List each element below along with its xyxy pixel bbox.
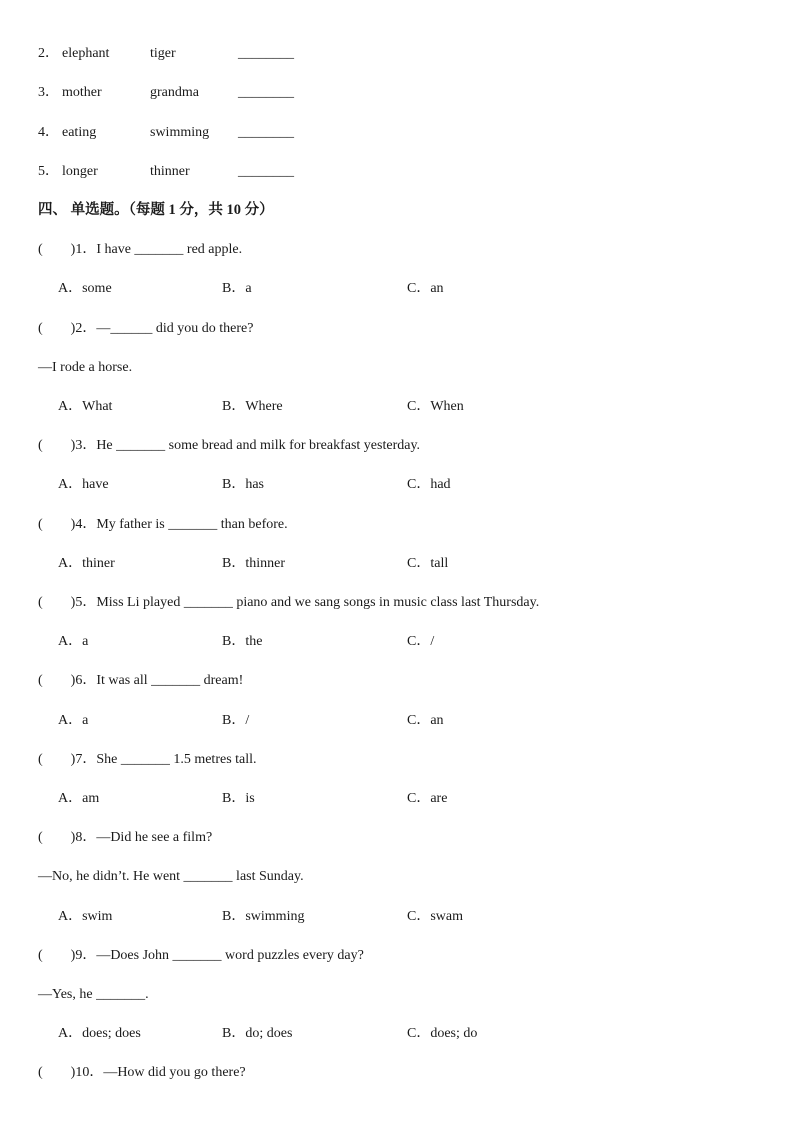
option-a: A．swim (58, 909, 113, 924)
matching-row (38, 124, 59, 142)
option-a: A．does; does (58, 1026, 141, 1041)
option-a: A．a (58, 713, 89, 728)
option-b: B．the (222, 634, 263, 649)
option-a: A．thiner (58, 556, 115, 571)
question-stem: ( )8．—Did he see a film? (38, 830, 213, 845)
option-b: B．thinner (222, 556, 285, 571)
option-b: B．a (222, 281, 252, 296)
word-two: tiger (150, 46, 176, 61)
option-a: A．have (58, 477, 109, 492)
section-title: 四、 单选题。（每题 1 分，共 10 分） (38, 202, 274, 218)
item-number: 5． (38, 164, 59, 179)
item-number: 3． (38, 85, 59, 100)
question-stem: ( )6．It was all _______ dream! (38, 673, 244, 688)
option-a: A．am (58, 791, 100, 806)
word-two: swimming (150, 125, 210, 140)
option-c: C．an (407, 713, 444, 728)
option-b: B．Where (222, 399, 283, 414)
item-number: 4． (38, 125, 59, 140)
question-stem: ( )4．My father is _______ than before. (38, 517, 288, 532)
answer-blank: ________ (238, 85, 294, 100)
option-b: B．/ (222, 713, 250, 728)
question-stem: ( )2．—______ did you do there? (38, 321, 254, 336)
matching-row (38, 84, 59, 102)
question-stem: ( )10．—How did you go there? (38, 1065, 246, 1080)
option-b: B．do; does (222, 1026, 293, 1041)
question-stem: ( )1．I have _______ red apple. (38, 242, 243, 257)
option-c: C．swam (407, 909, 463, 924)
word-one: eating (62, 125, 97, 140)
question-stem: ( )5．Miss Li played _______ piano and we sang songs in music class last Thursday. (38, 595, 540, 610)
answer-blank: ________ (238, 164, 294, 179)
option-c: C．are (407, 791, 448, 806)
question-stem: ( )7．She _______ 1.5 metres tall. (38, 752, 257, 767)
question-stem: ( )3．He _______ some bread and milk for breakfast yesterday. (38, 438, 421, 453)
word-one: elephant (62, 46, 110, 61)
option-c: C．/ (407, 634, 435, 649)
word-two: thinner (150, 164, 190, 179)
option-b: B．swimming (222, 909, 305, 924)
option-c: C．tall (407, 556, 449, 571)
question-dialogue: —Yes, he _______. (38, 987, 149, 1002)
question-stem: ( )9．—Does John _______ word puzzles every day? (38, 948, 364, 963)
matching-row (38, 163, 59, 181)
option-c: C．an (407, 281, 444, 296)
option-b: B．is (222, 791, 255, 806)
option-a: A．What (58, 399, 113, 414)
option-c: C．does; do (407, 1026, 478, 1041)
answer-blank: ________ (238, 46, 294, 61)
word-one: mother (62, 85, 102, 100)
option-a: A．a (58, 634, 89, 649)
question-dialogue: —I rode a horse. (38, 360, 133, 375)
answer-blank: ________ (238, 125, 294, 140)
option-c: C．had (407, 477, 451, 492)
item-number: 2． (38, 46, 59, 61)
word-two: grandma (150, 85, 199, 100)
option-a: A．some (58, 281, 112, 296)
question-dialogue: —No, he didn’t. He went _______ last Sunday. (38, 869, 304, 884)
matching-row (38, 45, 59, 63)
option-b: B．has (222, 477, 264, 492)
word-one: longer (62, 164, 98, 179)
option-c: C．When (407, 399, 464, 414)
